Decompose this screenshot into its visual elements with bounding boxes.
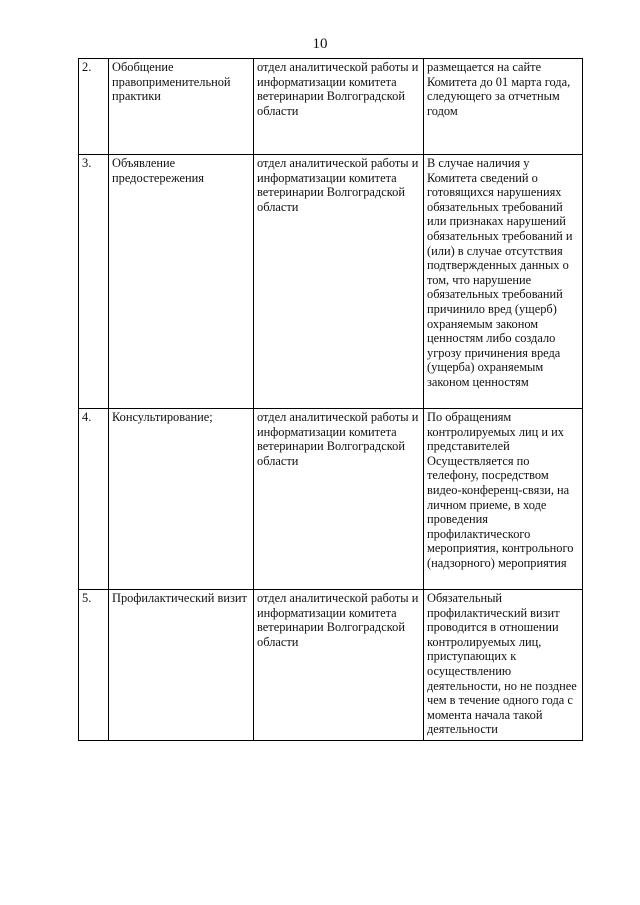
table-row	[79, 590, 583, 741]
row-number-cell: 4.	[79, 409, 109, 590]
table-row	[79, 59, 583, 155]
measure-name-cell: Объявление предостережения	[109, 155, 254, 409]
term-cell: размещается на сайте Комитета до 01 марта года, следующего за отчетным годом	[424, 59, 583, 155]
measure-name-cell: Обобщение правоприменительной практики	[109, 59, 254, 155]
term-cell: Обязательный профилактический визит проводится в отношении контролируемых лиц, приступающих к осуществлению деятельности, но не позднее чем в течение одного года с момента начала такой деятельности	[424, 590, 583, 741]
term-cell: В случае наличия у Комитета сведений о готовящихся нарушениях обязательных требований или признаках нарушений обязательных требований и (или) в случае отсутствия подтвержденных данных о том, что нарушение обязательных требований причинило вред (ущерб) охраняемым законом ценностям либо создало угрозу причинения вреда (ущерба) охраняемым законом ценностям	[424, 155, 583, 409]
measure-name-cell: Консультирование;	[109, 409, 254, 590]
table-row	[79, 155, 583, 409]
responsible-department-cell: отдел аналитической работы и информатизации комитета ветеринарии Волгоградской области	[254, 590, 424, 741]
term-cell: По обращениям контролируемых лиц и их представителей Осуществляется по телефону, посредством видео-конференц-связи, на личном приеме, в ходе проведения профилактического мероприятия, контрольного (надзорного) мероприятия	[424, 409, 583, 590]
row-number-cell: 2.	[79, 59, 109, 155]
measure-name-cell: Профилактический визит	[109, 590, 254, 741]
row-number-cell: 3.	[79, 155, 109, 409]
responsible-department-cell: отдел аналитической работы и информатизации комитета ветеринарии Волгоградской области	[254, 155, 424, 409]
responsible-department-cell: отдел аналитической работы и информатизации комитета ветеринарии Волгоградской области	[254, 59, 424, 155]
page-number: 10	[312, 36, 328, 52]
measures-table	[78, 58, 583, 741]
table-row	[79, 409, 583, 590]
responsible-department-cell: отдел аналитической работы и информатизации комитета ветеринарии Волгоградской области	[254, 409, 424, 590]
row-number-cell: 5.	[79, 590, 109, 741]
